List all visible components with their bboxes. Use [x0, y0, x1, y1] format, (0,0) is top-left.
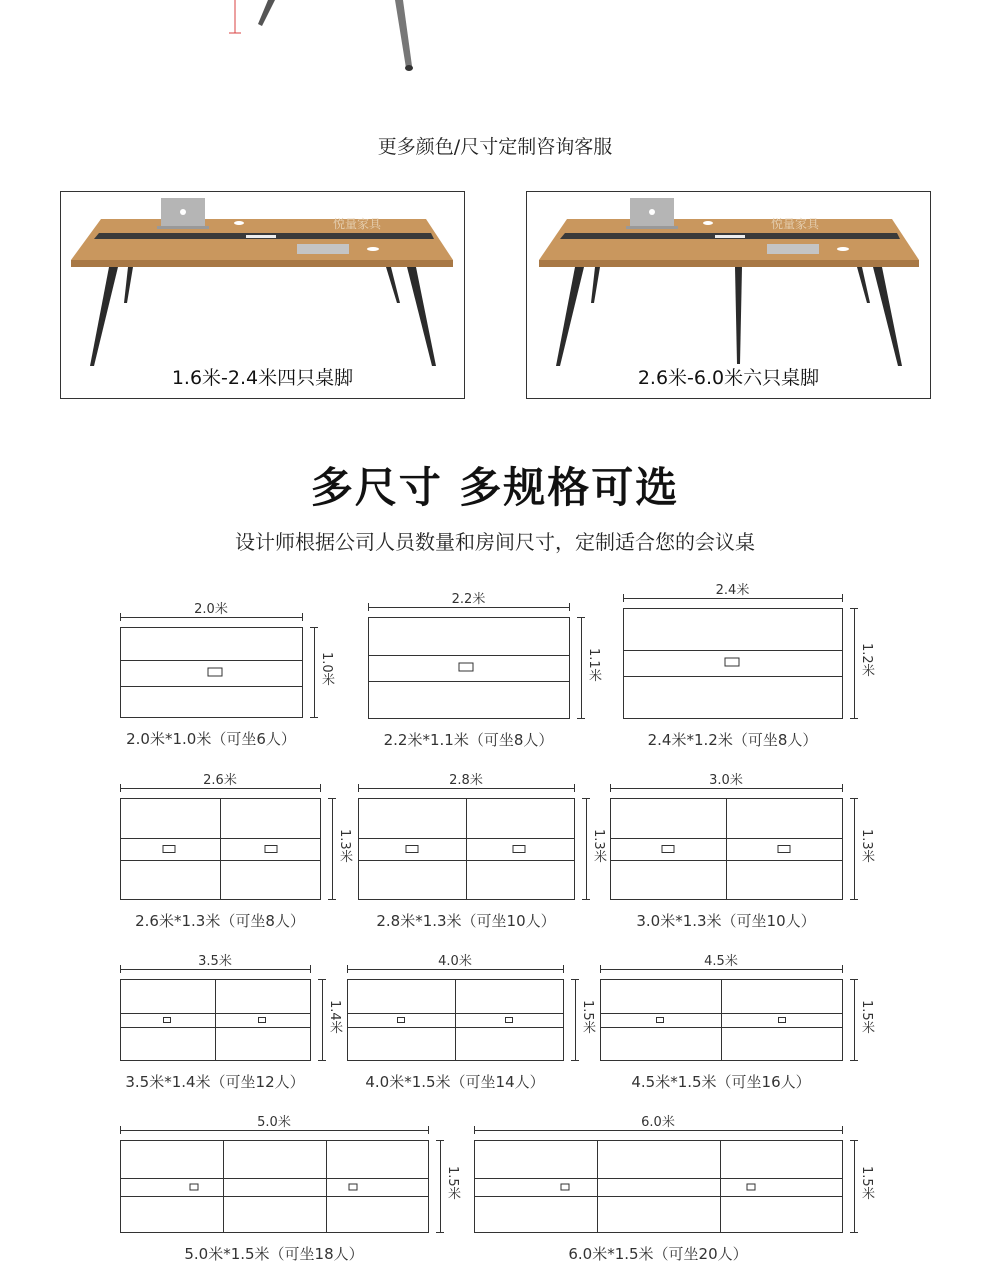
- cable-box: [779, 1018, 786, 1023]
- size-caption: 5.0米*1.5米（可坐18人）: [184, 1245, 364, 1263]
- width-label: 3.5米: [198, 954, 232, 969]
- cable-box: [259, 1018, 266, 1023]
- size-caption: 3.5米*1.4米（可坐12人）: [125, 1073, 305, 1091]
- size-caption: 2.8米*1.3米（可坐10人）: [376, 912, 556, 930]
- width-label: 4.0米: [438, 954, 472, 969]
- size-caption: 2.0米*1.0米（可坐6人）: [126, 730, 296, 748]
- width-label: 2.8米: [449, 773, 483, 788]
- cable-box: [725, 658, 739, 666]
- size-caption: 2.2米*1.1米（可坐8人）: [383, 731, 554, 749]
- watermark-1: 悦量家具: [333, 217, 382, 231]
- depth-label: 1.5米: [859, 999, 874, 1034]
- table-outline: [121, 1141, 429, 1233]
- headline: 多尺寸 多规格可选: [310, 463, 680, 512]
- width-label: 2.0米: [194, 602, 228, 617]
- cable-box: [190, 1184, 198, 1190]
- cable-box: [747, 1184, 755, 1190]
- depth-label: 1.4米: [327, 999, 342, 1034]
- width-label: 2.6米: [203, 773, 237, 788]
- width-label: 2.2米: [451, 592, 486, 607]
- size-caption: 2.6米*1.3米（可坐8人）: [135, 912, 305, 930]
- width-label: 5.0米: [257, 1115, 291, 1130]
- cable-box: [506, 1018, 513, 1023]
- size-caption: 4.5米*1.5米（可坐16人）: [631, 1073, 811, 1091]
- cable-box: [163, 846, 175, 853]
- depth-label: 1.3米: [591, 828, 606, 863]
- depth-label: 1.0米: [319, 652, 334, 686]
- width-label: 2.4米: [715, 583, 750, 598]
- depth-label: 1.3米: [337, 828, 352, 863]
- cable-box: [459, 663, 473, 671]
- width-label: 6.0米: [641, 1115, 675, 1130]
- photo-caption-1: 1.6米-2.4米四只桌脚: [171, 367, 354, 389]
- cable-box: [265, 846, 277, 853]
- cable-box: [662, 846, 674, 853]
- depth-label: 1.5米: [580, 999, 595, 1034]
- width-label: 4.5米: [704, 954, 738, 969]
- cable-box: [513, 846, 525, 853]
- size-caption: 6.0米*1.5米（可坐20人）: [568, 1245, 748, 1263]
- cable-box: [398, 1018, 405, 1023]
- consult-text: 更多颜色/尺寸定制咨询客服: [377, 136, 613, 158]
- cable-box: [778, 846, 790, 853]
- cable-box: [349, 1184, 357, 1190]
- cable-box: [208, 668, 222, 676]
- size-caption: 3.0米*1.3米（可坐10人）: [636, 912, 816, 930]
- depth-label: 1.5米: [445, 1166, 460, 1200]
- cable-box: [561, 1184, 569, 1190]
- cable-box: [164, 1018, 171, 1023]
- depth-label: 1.3米: [859, 828, 874, 863]
- depth-label: 1.1米: [586, 647, 601, 682]
- table-outline: [475, 1141, 843, 1233]
- depth-label: 1.5米: [859, 1166, 874, 1200]
- photo-caption-2: 2.6米-6.0米六只桌脚: [637, 367, 820, 389]
- size-caption: 2.4米*1.2米（可坐8人）: [647, 731, 818, 749]
- subline: 设计师根据公司人员数量和房间尺寸，定制适合您的会议桌: [235, 530, 755, 554]
- size-caption: 4.0米*1.5米（可坐14人）: [365, 1073, 545, 1091]
- watermark-2: 悦量家具: [771, 217, 820, 231]
- cable-box: [406, 846, 418, 853]
- width-label: 3.0米: [709, 773, 743, 788]
- depth-label: 1.2米: [859, 643, 874, 677]
- cable-box: [657, 1018, 664, 1023]
